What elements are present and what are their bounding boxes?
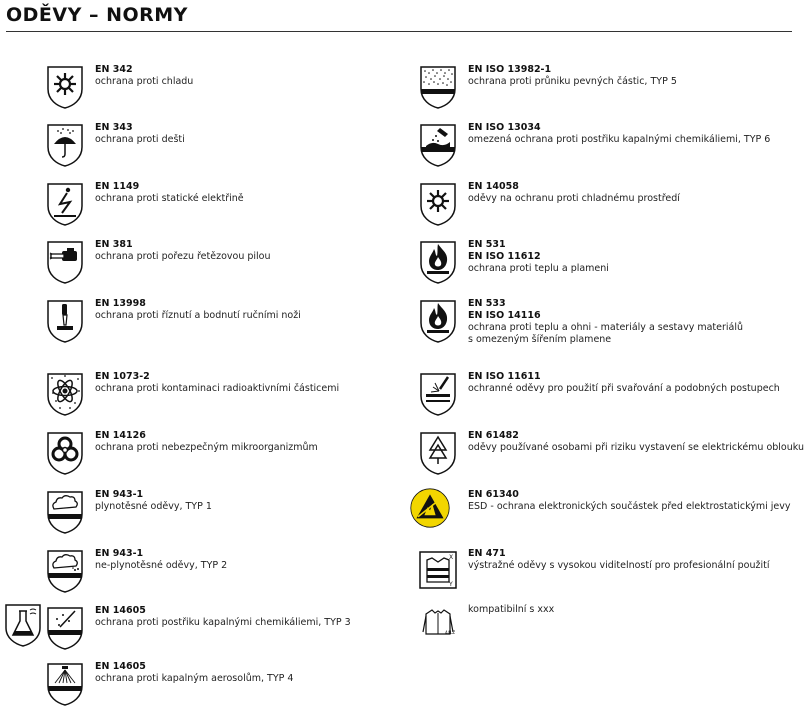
norm-code: EN ISO 13982-1 (468, 64, 552, 75)
jacket-model-mark: 44LZ (445, 630, 456, 635)
norm-code: EN 381 (95, 239, 133, 250)
biohazard-shield-icon (45, 430, 85, 476)
norm-code-secondary: EN ISO 14116 (468, 310, 541, 321)
norm-code: EN ISO 11611 (468, 371, 541, 382)
norm-description: ochrana proti nebezpečným mikroorganizmům (95, 442, 318, 453)
esd-icon (410, 485, 460, 535)
radioactive-particles-shield-icon (45, 371, 85, 417)
norm-description: oděvy používané osobami při riziku vystavení se elektrickému oblouku (468, 442, 804, 453)
cold-environment-shield-icon (418, 181, 458, 227)
norm-code: EN 943-1 (95, 489, 144, 500)
electric-arc-shield-icon (418, 430, 458, 476)
norm-code: EN 533 (468, 298, 506, 309)
norm-description: ochrana proti postřiku kapalnými chemikáliemi, TYP 3 (95, 617, 351, 628)
norm-description: omezená ochrana proti postřiku kapalnými chemikáliemi, TYP 6 (468, 134, 771, 145)
norm-description: plynotěsné oděvy, TYP 1 (95, 501, 212, 512)
norm-code: EN 14605 (95, 605, 146, 616)
norm-description: oděvy na ochranu proti chladnému prostředí (468, 193, 680, 204)
norm-code: EN 531 (468, 239, 506, 250)
chainsaw-shield-icon (45, 239, 85, 285)
welding-shield-icon (418, 371, 458, 417)
visibility-class-y: Y (449, 581, 453, 588)
norm-code: EN 1073-2 (95, 371, 150, 382)
norm-description: ne-plynotěsné oděvy, TYP 2 (95, 560, 228, 571)
visibility-class-x: X (449, 554, 454, 561)
norm-code: EN ISO 13034 (468, 122, 541, 133)
norm-description: ochrana proti kapalným aerosolům, TYP 4 (95, 673, 294, 684)
limited-flame-shield-icon (418, 298, 458, 344)
norm-code: EN 13998 (95, 298, 146, 309)
norm-description: ochrana proti pořezu řetězovou pilou (95, 251, 271, 262)
norm-code: EN 342 (95, 64, 133, 75)
norm-description: ochranné oděvy pro použití při svařování a podobných postupech (468, 383, 780, 394)
chemical-spray-shield-icon (45, 605, 85, 651)
aerosol-shield-icon (45, 661, 85, 707)
norm-description: ochrana proti průniku pevných částic, TYP 5 (468, 76, 677, 87)
norm-description: ochrana proti říznutí a bodnutí ručními noži (95, 310, 301, 321)
norm-code: EN 471 (468, 548, 506, 559)
norm-description: ochrana proti teplu a plameni (468, 263, 609, 274)
norm-code: EN 14126 (95, 430, 146, 441)
norm-description: ochrana proti kontaminaci radioaktivními částicemi (95, 383, 340, 394)
norm-code: EN 14605 (95, 661, 146, 672)
high-visibility-icon (418, 548, 458, 594)
knife-shield-icon (45, 298, 85, 344)
gas-tight-shield-icon (45, 489, 85, 535)
norm-description: ESD - ochrana elektronických součástek před elektrostatickými jevy (468, 501, 791, 512)
norm-code: EN 1149 (95, 181, 140, 192)
solid-particles-shield-icon (418, 64, 458, 110)
norm-code: EN 943-1 (95, 548, 144, 559)
norm-code: EN 343 (95, 122, 133, 133)
norm-code: EN 61482 (468, 430, 519, 441)
norm-description-continued: s omezeným šířením plamene (468, 334, 612, 345)
norm-description: výstražné oděvy s vysokou viditelností pro profesionální použití (468, 560, 770, 571)
norm-description: kompatibilní s xxx (468, 604, 555, 615)
flame-shield-icon (418, 239, 458, 285)
norm-description: ochrana proti teplu a ohni - materiály a sestavy materiálů (468, 322, 744, 333)
norm-code-secondary: EN ISO 11612 (468, 251, 541, 262)
norm-description: ochrana proti chladu (95, 76, 194, 87)
limited-chemical-shield-icon (418, 122, 458, 168)
title-divider (6, 31, 792, 32)
jacket-icon (418, 604, 458, 650)
chemical-flask-icon (4, 603, 42, 647)
norm-code: EN 61340 (468, 489, 519, 500)
norm-description: ochrana proti dešti (95, 134, 185, 145)
norm-description: ochrana proti statické elektřině (95, 193, 244, 204)
page-title: ODĚVY – NORMY (6, 4, 188, 26)
non-gas-tight-shield-icon (45, 548, 85, 594)
static-electricity-shield-icon (45, 181, 85, 227)
norm-code: EN 14058 (468, 181, 519, 192)
snowflake-shield-icon (45, 64, 85, 110)
umbrella-rain-shield-icon (45, 122, 85, 168)
